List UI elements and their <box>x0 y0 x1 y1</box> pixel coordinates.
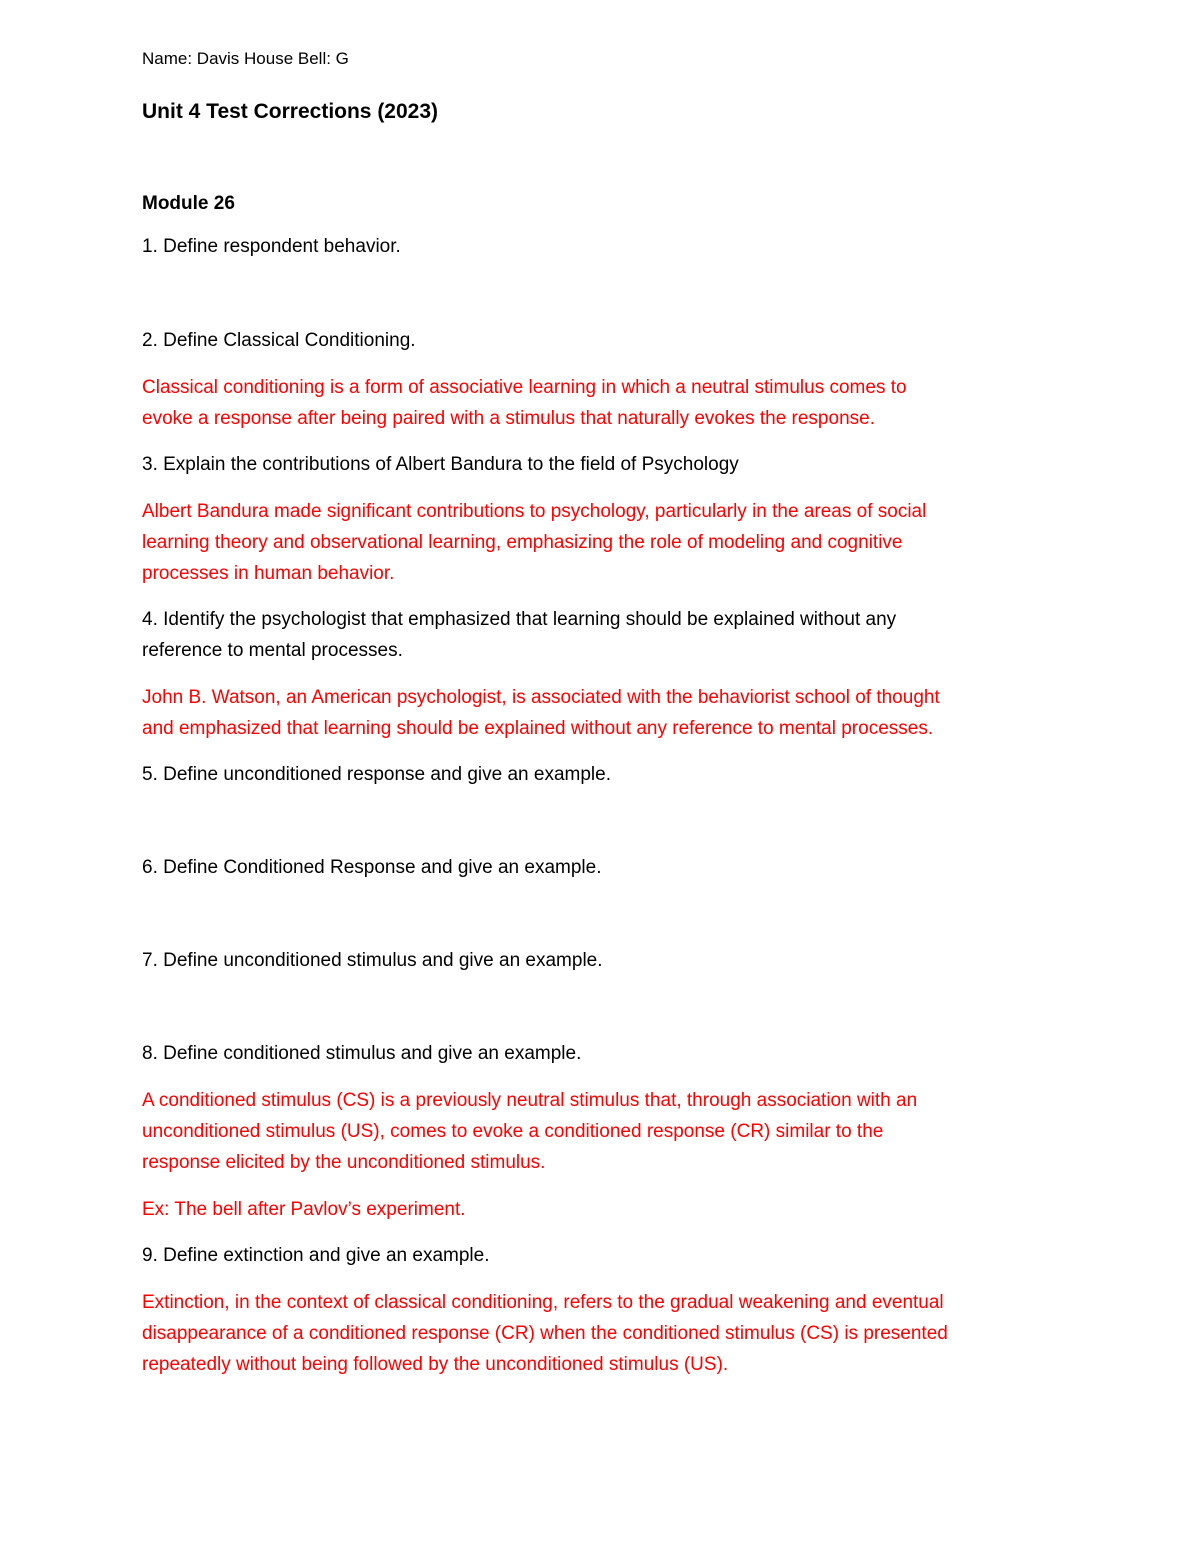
answer-line: John B. Watson, an American psychologist, is associated with the behaviorist school of thought <box>142 687 940 708</box>
question-4 <box>142 604 1072 666</box>
answer-line: repeatedly without being followed by the unconditioned stimulus (US). <box>142 1354 729 1375</box>
answer-line: evoke a response after being paired with a stimulus that naturally evokes the response. <box>142 408 875 429</box>
answer-3 <box>142 496 1072 589</box>
question-5: 5. Define unconditioned response and give an example. <box>142 764 611 785</box>
answer-8 <box>142 1085 1072 1178</box>
question-8: 8. Define conditioned stimulus and give an example. <box>142 1043 582 1064</box>
answer-line: response elicited by the unconditioned stimulus. <box>142 1152 546 1173</box>
document-body <box>142 46 1072 1380</box>
question-6: 6. Define Conditioned Response and give an example. <box>142 857 602 878</box>
module-heading: Module 26 <box>142 193 235 214</box>
answer-line: A conditioned stimulus (CS) is a previously neutral stimulus that, through association with an <box>142 1090 918 1111</box>
answer-line: unconditioned stimulus (US), comes to evoke a conditioned response (CR) similar to the <box>142 1121 884 1142</box>
question-3: 3. Explain the contributions of Albert Bandura to the field of Psychology <box>142 454 739 475</box>
question-9: 9. Define extinction and give an example. <box>142 1245 490 1266</box>
answer-9 <box>142 1287 1072 1380</box>
answer-line: Extinction, in the context of classical conditioning, refers to the gradual weakening and eventual <box>142 1292 944 1313</box>
answer-4 <box>142 682 1072 744</box>
answer-line: and emphasized that learning should be explained without any reference to mental processes. <box>142 718 934 739</box>
answer-8-example: Ex: The bell after Pavlov’s experiment. <box>142 1199 466 1220</box>
answer-line: Classical conditioning is a form of associative learning in which a neutral stimulus comes to <box>142 377 907 398</box>
answer-line: Albert Bandura made significant contributions to psychology, particularly in the areas of social <box>142 501 927 522</box>
name-line: Name: Davis House Bell: G <box>142 49 349 68</box>
question-2: 2. Define Classical Conditioning. <box>142 330 416 351</box>
answer-line: processes in human behavior. <box>142 563 395 584</box>
document-title: Unit 4 Test Corrections (2023) <box>142 100 439 123</box>
question-line: reference to mental processes. <box>142 640 403 661</box>
answer-2 <box>142 372 1072 434</box>
question-7: 7. Define unconditioned stimulus and give an example. <box>142 950 603 971</box>
question-1: 1. Define respondent behavior. <box>142 236 401 257</box>
question-line: 4. Identify the psychologist that emphasized that learning should be explained without any <box>142 609 897 630</box>
answer-line: learning theory and observational learning, emphasizing the role of modeling and cognitive <box>142 532 903 553</box>
answer-line: disappearance of a conditioned response (CR) when the conditioned stimulus (CS) is presented <box>142 1323 948 1344</box>
